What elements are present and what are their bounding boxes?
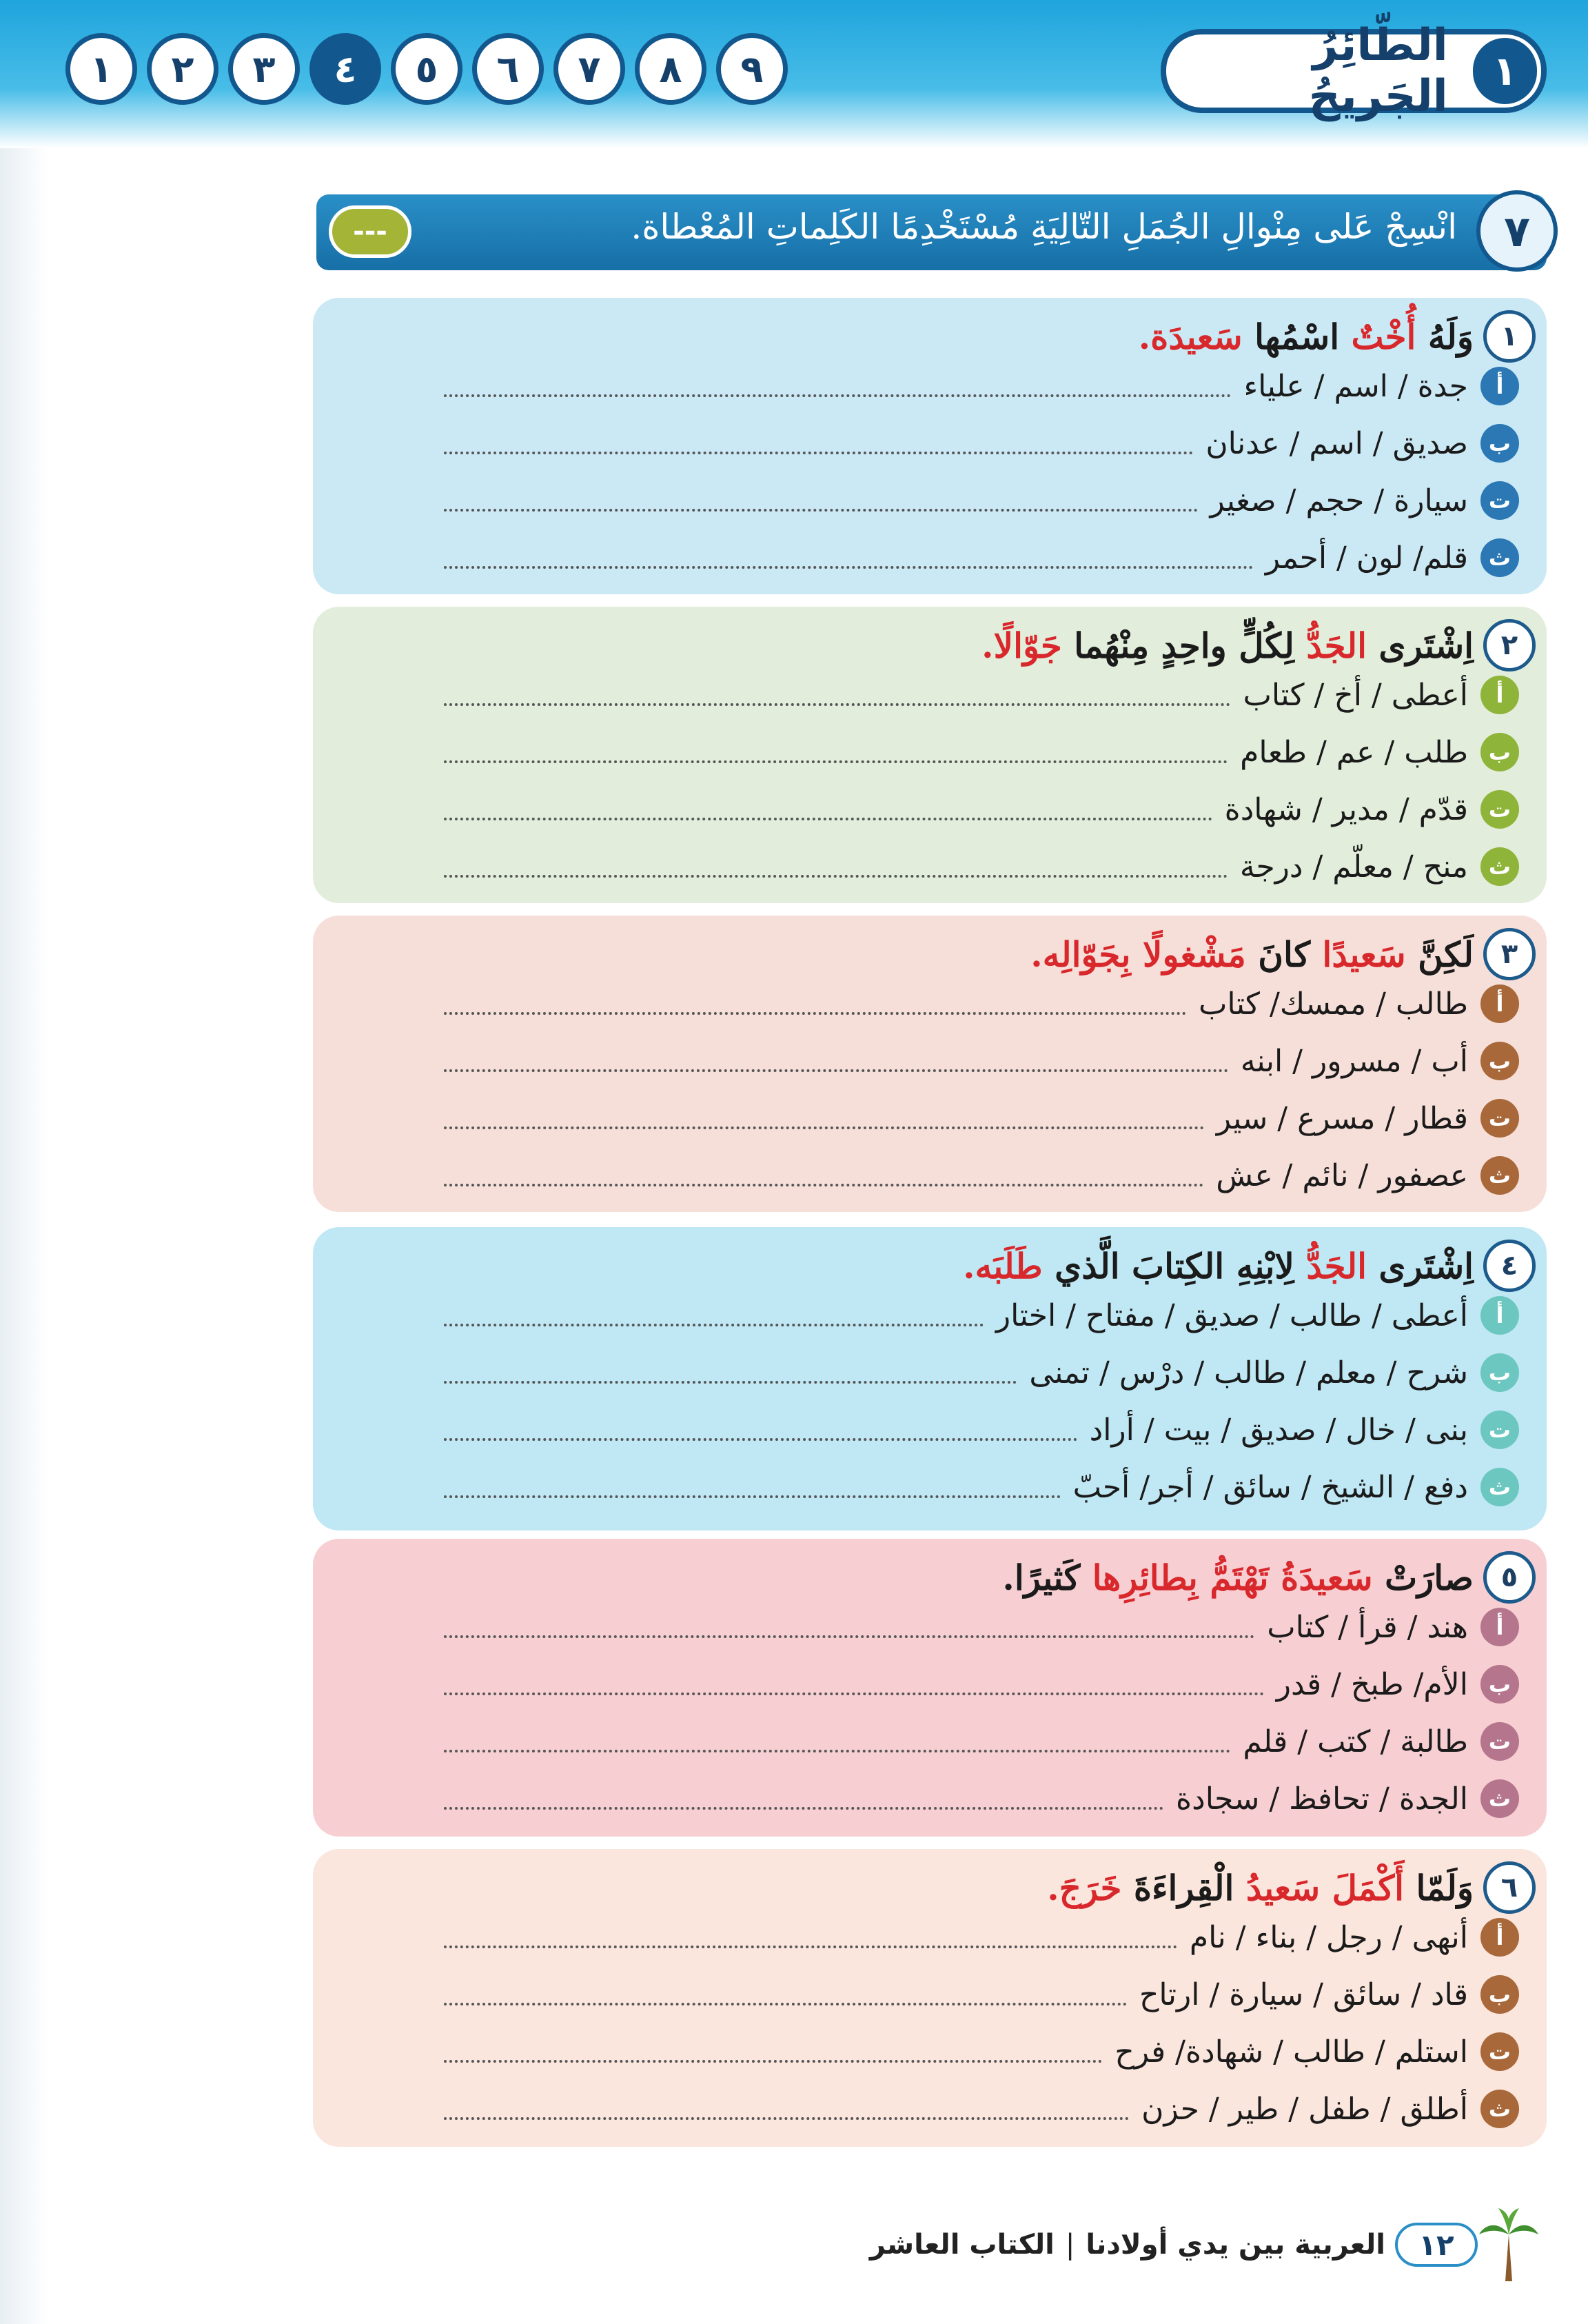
- exercise-section-5: [313, 1539, 1547, 1837]
- letter-badge: أ: [1480, 676, 1519, 714]
- highlighted-word: خَرَجَ.: [1047, 1867, 1122, 1908]
- page-footer: [870, 2207, 1540, 2283]
- answer-line[interactable]: [444, 1616, 1254, 1638]
- answer-line[interactable]: [444, 684, 1230, 706]
- exercise-row: [444, 790, 1519, 829]
- letter-badge: أ: [1480, 367, 1519, 405]
- exercise-section-1: [313, 298, 1547, 594]
- letter-badge: ت: [1480, 2032, 1519, 2071]
- exercise-section-6: [313, 1849, 1547, 2147]
- given-words: سيارة / حجم / صغير: [1210, 483, 1468, 518]
- model-sentence: [981, 625, 1474, 666]
- exercise-section-4: [313, 1227, 1547, 1530]
- given-words: طالبة / كتب / قلم: [1243, 1724, 1468, 1759]
- answer-line[interactable]: [444, 375, 1231, 397]
- answer-line[interactable]: [444, 1107, 1204, 1129]
- letter-badge: ث: [1480, 847, 1519, 886]
- sentence-text: [1198, 1557, 1210, 1598]
- sentence-text: وَلَهُ: [1416, 316, 1474, 357]
- answer-line[interactable]: [444, 489, 1198, 512]
- given-words: هند / قرأ / كتاب: [1267, 1609, 1468, 1645]
- dots-icon: ---: [329, 205, 411, 258]
- exercise-row: [444, 1975, 1519, 2014]
- letter-badge: ث: [1480, 2090, 1519, 2128]
- answer-line[interactable]: [444, 2098, 1129, 2120]
- given-words: قلم/ لون / أحمر: [1265, 540, 1468, 576]
- model-sentence-line: [1047, 1861, 1536, 1914]
- exercise-banner: [316, 194, 1547, 270]
- lesson-number: ١: [1473, 38, 1537, 104]
- letter-badge: أ: [1480, 1296, 1519, 1335]
- model-sentence-line: [981, 619, 1536, 671]
- answer-line[interactable]: [444, 547, 1253, 569]
- exercise-row: [444, 1156, 1519, 1195]
- letter-badge: أ: [1480, 1608, 1519, 1646]
- exercise-section-2: [313, 607, 1547, 903]
- highlighted-word: طَلَبَه.: [963, 1245, 1043, 1286]
- given-words: صديق / اسم / عدنان: [1205, 425, 1468, 461]
- letter-badge: ث: [1480, 1468, 1519, 1506]
- given-words: بنى / خال / صديق / بيت / أراد: [1089, 1412, 1468, 1448]
- footer-separator: |: [1065, 2229, 1075, 2261]
- letter-badge: ب: [1480, 1353, 1519, 1392]
- answer-line[interactable]: [444, 1419, 1077, 1441]
- highlighted-word: أُخْتٌ: [1351, 316, 1416, 357]
- sentence-text: صارَتْ: [1372, 1557, 1474, 1598]
- letter-badge: ب: [1480, 733, 1519, 771]
- lesson-pill[interactable]: ١: [65, 33, 137, 105]
- model-sentence-line: [1030, 928, 1536, 980]
- exercise-row: [444, 1411, 1519, 1449]
- letter-badge: ث: [1480, 1156, 1519, 1195]
- sentence-text: لَكِنَّ: [1405, 933, 1474, 975]
- given-words: أطلق / طفل / طير / حزن: [1141, 2091, 1468, 2127]
- sentence-text: كانَ: [1245, 933, 1323, 975]
- exercise-row: [444, 2090, 1519, 2128]
- given-words: قدّم / مدير / شهادة: [1224, 791, 1468, 827]
- highlighted-word: الجَدُّ: [1306, 625, 1367, 666]
- sentence-text: لِكُلٍّ واحِدٍ مِنْهُما: [1061, 625, 1307, 666]
- answer-line[interactable]: [444, 856, 1228, 878]
- exercise-row: [444, 1722, 1519, 1761]
- answer-line[interactable]: [444, 2041, 1102, 2063]
- answer-line[interactable]: [444, 1730, 1230, 1752]
- sentence-text: اِشْتَرى: [1366, 625, 1474, 666]
- lesson-title-tab: [1161, 20, 1547, 122]
- lesson-pill[interactable]: ٨: [635, 33, 706, 105]
- exercise-row: [444, 538, 1519, 577]
- model-sentence-line: [963, 1240, 1536, 1292]
- answer-line[interactable]: [444, 1788, 1163, 1810]
- letter-badge: ت: [1480, 481, 1519, 520]
- book-title: العربية بين يدي أولادنا: [1086, 2229, 1385, 2261]
- exercise-number: ٧: [1476, 190, 1558, 272]
- letter-badge: ب: [1480, 1042, 1519, 1080]
- lesson-pill[interactable]: ٥: [391, 33, 462, 105]
- lesson-pill[interactable]: ٩: [716, 33, 788, 105]
- letter-badge: ث: [1480, 1779, 1519, 1818]
- letter-badge: ت: [1480, 1411, 1519, 1449]
- exercise-row: [444, 1779, 1519, 1818]
- highlighted-word: سَعيدًا: [1322, 933, 1406, 975]
- model-sentence-line: [1139, 310, 1536, 363]
- letter-badge: ب: [1480, 1665, 1519, 1704]
- given-words: منح / معلّم / درجة: [1239, 849, 1468, 885]
- question-number: ٦: [1483, 1861, 1536, 1914]
- sentence-text: وَلَمّا: [1404, 1867, 1474, 1908]
- page-edge: [0, 0, 48, 2324]
- exercise-row: [444, 424, 1519, 463]
- letter-badge: ت: [1480, 1099, 1519, 1138]
- letter-badge: ب: [1480, 424, 1519, 463]
- book-part: الكتاب العاشر: [869, 2229, 1055, 2261]
- exercise-row: [444, 1665, 1519, 1704]
- answer-line[interactable]: [444, 1304, 984, 1326]
- page-number: ١٢: [1395, 2223, 1478, 2267]
- letter-badge: ب: [1480, 1975, 1519, 2014]
- answer-line[interactable]: [444, 1673, 1264, 1695]
- exercise-row: [444, 481, 1519, 520]
- question-number: ٣: [1483, 928, 1536, 980]
- given-words: طالب / ممسك/ كتاب: [1198, 986, 1468, 1022]
- exercise-row: [444, 847, 1519, 886]
- lesson-pill[interactable]: ٢: [147, 33, 218, 105]
- question-number: ٢: [1483, 619, 1536, 671]
- answer-line[interactable]: [444, 741, 1228, 763]
- answer-line[interactable]: [444, 432, 1193, 454]
- exercise-row: [444, 733, 1519, 771]
- exercise-row: [444, 1353, 1519, 1392]
- given-words: عصفور / نائم / عش: [1216, 1158, 1468, 1193]
- exercise-row: [444, 1608, 1519, 1646]
- model-sentence: [963, 1246, 1474, 1286]
- letter-badge: أ: [1480, 984, 1519, 1023]
- given-words: الأم/ طبخ / قدر: [1276, 1666, 1468, 1702]
- lesson-navigation: [65, 33, 788, 105]
- exercise-section-3: [313, 916, 1547, 1212]
- model-sentence: [1139, 316, 1474, 357]
- given-words: شرح / معلم / طالب / درْس / تمنى: [1029, 1355, 1468, 1391]
- given-words: الجدة / تحافظ / سجادة: [1176, 1781, 1468, 1817]
- answer-line[interactable]: [444, 1983, 1127, 2005]
- lesson-pill[interactable]: ٧: [553, 33, 625, 105]
- lesson-pill[interactable]: ٤: [309, 33, 381, 105]
- answer-line[interactable]: [444, 1926, 1177, 1948]
- given-words: قطار / مسرع / سير: [1216, 1100, 1468, 1136]
- exercise-row: [444, 367, 1519, 405]
- lesson-pill[interactable]: ٦: [472, 33, 544, 105]
- letter-badge: أ: [1480, 1918, 1519, 1957]
- highlighted-word: بِطائِرِها: [1092, 1557, 1198, 1598]
- answer-line[interactable]: [444, 1362, 1017, 1384]
- sentence-text: لِابْنِهِ الكِتابَ الَّذي: [1042, 1245, 1307, 1286]
- given-words: أنهى / رجل / بناء / نام: [1189, 1919, 1468, 1955]
- model-sentence: [1047, 1868, 1474, 1908]
- model-sentence: [1030, 934, 1474, 975]
- answer-line[interactable]: [444, 798, 1212, 820]
- highlighted-word: أَكْمَلَ سَعيدُ: [1245, 1867, 1405, 1908]
- lesson-title: الطّائِرُ الجَريحُ: [1308, 20, 1448, 122]
- highlighted-word: سَعيدَةُ تَهْتَمُّ: [1210, 1557, 1373, 1598]
- question-number: ١: [1483, 310, 1536, 363]
- answer-line[interactable]: [444, 993, 1186, 1015]
- highlighted-word: جَوّالًا.: [981, 625, 1062, 666]
- given-words: استلم / طالب / شهادة/ فرح: [1114, 2034, 1468, 2070]
- answer-line[interactable]: [444, 1164, 1203, 1186]
- letter-badge: ت: [1480, 1722, 1519, 1761]
- lesson-pill[interactable]: ٣: [228, 33, 300, 105]
- letter-badge: ث: [1480, 538, 1519, 577]
- given-words: طلب / عم / طعام: [1240, 734, 1468, 770]
- model-sentence-line: [1002, 1551, 1536, 1604]
- letter-badge: ت: [1480, 790, 1519, 829]
- exercise-row: [444, 1099, 1519, 1138]
- highlighted-word: الجَدُّ: [1306, 1245, 1367, 1286]
- question-number: ٤: [1483, 1240, 1536, 1292]
- exercise-row: [444, 2032, 1519, 2071]
- highlighted-word: سَعيدَة.: [1138, 316, 1243, 357]
- given-words: دفع / الشيخ / سائق / أجر/ أحبّ: [1072, 1469, 1468, 1505]
- exercise-row: [444, 676, 1519, 714]
- exercise-row: [444, 1918, 1519, 1957]
- exercise-instruction: انْسِجْ عَلى مِنْوالِ الجُمَلِ التّالِيَةِ مُسْتَخْدِمًا الكَلِماتِ المُعْطاة.: [631, 207, 1457, 247]
- given-words: جدة / اسم / علياء: [1243, 368, 1468, 404]
- model-sentence: [1002, 1557, 1474, 1598]
- question-number: ٥: [1483, 1551, 1536, 1604]
- sentence-text: اسْمُها: [1242, 316, 1352, 357]
- given-words: قاد / سائق / سيارة / ارتاح: [1139, 1977, 1468, 2012]
- palm-tree-icon: [1478, 2207, 1540, 2283]
- sentence-text: كَثيرًا.: [1002, 1557, 1092, 1598]
- exercise-row: [444, 984, 1519, 1023]
- given-words: أعطى / طالب / صديق / مفتاح / اختار: [995, 1297, 1468, 1333]
- answer-line[interactable]: [444, 1476, 1061, 1498]
- sentence-text: الْقِراءَةَ: [1121, 1867, 1246, 1908]
- highlighted-word: مَشْغولًا بِجَوّالِه.: [1030, 933, 1246, 975]
- answer-line[interactable]: [444, 1050, 1228, 1072]
- exercise-row: [444, 1468, 1519, 1506]
- sentence-text: اِشْتَرى: [1366, 1245, 1474, 1286]
- exercise-row: [444, 1296, 1519, 1335]
- given-words: أعطى / أخ / كتاب: [1243, 677, 1468, 713]
- exercise-row: [444, 1042, 1519, 1080]
- given-words: أب / مسرور / ابنه: [1240, 1043, 1468, 1079]
